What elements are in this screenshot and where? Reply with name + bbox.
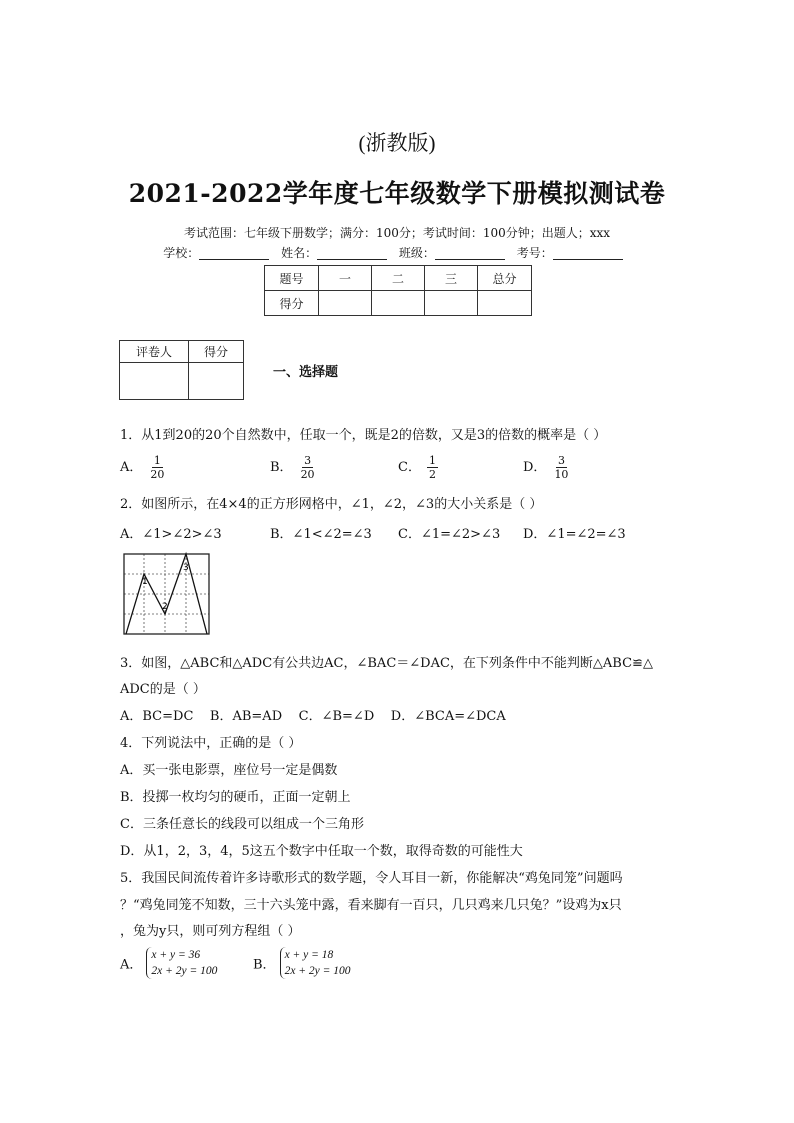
grader-cell[interactable]	[189, 363, 244, 400]
class-label: 班级：	[398, 246, 435, 260]
grader-cell[interactable]	[120, 363, 189, 400]
equation-2: 2x + 2y = 100	[151, 965, 218, 977]
option-label: A．	[120, 460, 143, 475]
exam-number-blank[interactable]	[553, 246, 623, 260]
q2-option-c[interactable]: C．∠1=∠2>∠3	[398, 527, 501, 542]
score-cell[interactable]	[478, 291, 532, 316]
q2-option-d[interactable]: D．∠1=∠2=∠3	[523, 527, 626, 542]
angle-label-3: 3	[183, 563, 189, 573]
q2-option-b[interactable]: B．∠1<∠2=∠3	[270, 527, 372, 542]
student-fields	[0, 244, 794, 261]
equation-system	[280, 947, 351, 979]
option-label: B．	[253, 957, 276, 973]
numerator: 3	[304, 454, 312, 467]
score-table-header: 一	[319, 266, 372, 291]
score-table-header: 三	[425, 266, 478, 291]
denominator: 10	[554, 468, 569, 481]
question-3-line-1: 3．如图，△ABC和△ADC有公共边AC，∠BAC＝∠DAC，在下列条件中不能判断△ABC≌△	[120, 656, 653, 671]
question-1-text: 1．从1到20的20个自然数中，任取一个，既是2的倍数，又是3的倍数的概率是（ ）	[120, 428, 607, 443]
option-label: D．	[523, 460, 547, 475]
exam-info: 考试范围：七年级下册数学；满分：100分；考试时间：100分钟；出题人；xxx	[183, 226, 611, 240]
question-5-line-2: ？“鸡兔同笼不知数，三十六头笼中露，看来脚有一百只，几只鸡来几只兔？”设鸡为x只	[120, 898, 622, 913]
section-title: 一、选择题	[273, 365, 339, 380]
question-5-line-1: 5．我国民间流传着许多诗歌形式的数学题，令人耳目一新，你能解决“鸡兔同笼”问题吗	[120, 871, 623, 886]
class-blank[interactable]	[435, 246, 505, 260]
fraction	[552, 454, 570, 481]
question-3-line-2: ADC的是（ ）	[120, 682, 206, 697]
school-label: 学校：	[163, 246, 200, 260]
score-table-header: 二	[372, 266, 425, 291]
numerator: 1	[153, 454, 161, 467]
option-label: B．	[270, 460, 293, 475]
fraction	[427, 454, 438, 481]
angle-label-2: 2	[162, 602, 168, 612]
denominator: 20	[300, 468, 315, 481]
q3-options[interactable]: A．BC=DC B．AB=AD C．∠B=∠D D．∠BCA=∠DCA	[120, 709, 506, 724]
grader-table	[119, 340, 244, 400]
angle-path	[126, 554, 207, 634]
name-label: 姓名：	[281, 246, 318, 260]
score-table-header: 总分	[478, 266, 532, 291]
exam-number-label: 考号：	[516, 246, 553, 260]
subtitle: (浙教版)	[358, 131, 436, 155]
q2-grid-figure	[122, 551, 214, 637]
equation-1: x + y = 18	[284, 949, 334, 961]
q1-option-a[interactable]	[120, 454, 166, 481]
fraction	[299, 454, 317, 481]
question-4-text: 4．下列说法中，正确的是（ ）	[120, 736, 302, 751]
q5-option-b[interactable]	[253, 947, 351, 979]
denominator: 2	[428, 468, 436, 481]
question-5-line-3: ，兔为y只，则可列方程组（ ）	[120, 924, 301, 939]
score-cell[interactable]	[319, 291, 372, 316]
page-title: 2021-2022学年度七年级数学下册模拟测试卷	[128, 179, 666, 208]
score-cell[interactable]	[425, 291, 478, 316]
numerator: 3	[557, 454, 565, 467]
score-table-header: 题号	[265, 266, 319, 291]
school-blank[interactable]	[199, 246, 269, 260]
q5-option-a[interactable]	[120, 947, 217, 979]
fraction	[148, 454, 166, 481]
equation-system	[146, 947, 217, 979]
q4-option-a[interactable]: A．买一张电影票，座位号一定是偶数	[120, 763, 338, 778]
q1-option-b[interactable]	[270, 454, 317, 481]
denominator: 20	[150, 468, 165, 481]
score-table-row-label: 得分	[265, 291, 319, 316]
score-cell[interactable]	[372, 291, 425, 316]
angle-label-1: 1	[142, 577, 148, 587]
q4-option-d[interactable]: D．从1，2，3，4，5这五个数字中任取一个数，取得奇数的可能性大	[120, 844, 523, 859]
score-table	[264, 265, 532, 316]
q4-option-b[interactable]: B．投掷一枚均匀的硬币，正面一定朝上	[120, 790, 351, 805]
equation-1: x + y = 36	[151, 949, 201, 961]
equation-2: 2x + 2y = 100	[284, 965, 351, 977]
question-2-text: 2．如图所示，在4×4的正方形网格中，∠1，∠2，∠3的大小关系是（ ）	[120, 497, 543, 512]
numerator: 1	[428, 454, 436, 467]
q1-option-c[interactable]	[398, 454, 438, 481]
q2-option-a[interactable]: A．∠1>∠2>∠3	[120, 527, 222, 542]
q4-option-c[interactable]: C．三条任意长的线段可以组成一个三角形	[120, 817, 364, 832]
option-label: C．	[398, 460, 421, 475]
name-blank[interactable]	[317, 246, 387, 260]
grader-header: 评卷人	[120, 341, 189, 363]
q1-option-d[interactable]	[523, 454, 570, 481]
grader-header: 得分	[189, 341, 244, 363]
option-label: A．	[120, 957, 143, 973]
